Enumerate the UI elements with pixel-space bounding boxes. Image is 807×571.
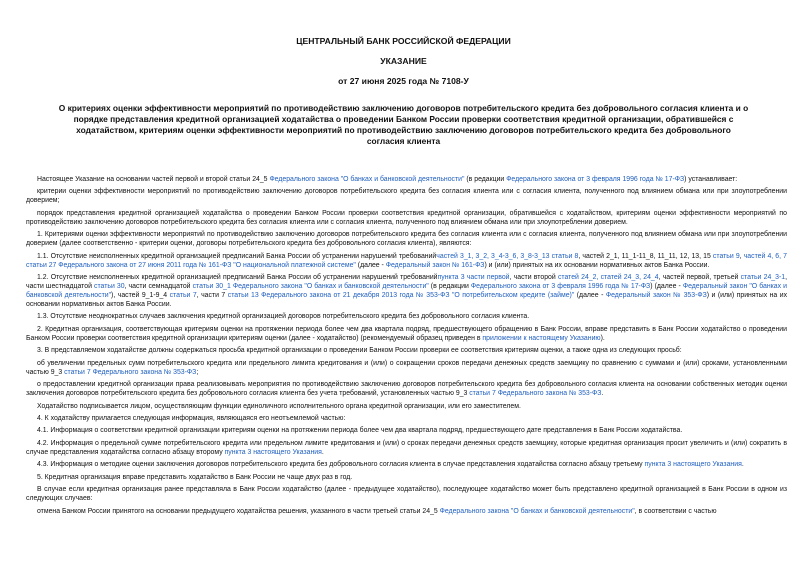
paragraph-text: 4.2. Информация о предельной сумме потребительского кредита или предельном лимите кредитования и (или) о сроках передачи денежных средств заемщику, которые кредитная организация просит увеличить и (или) сократить в случае представления ходатайства согласно абзацу второму	[26, 439, 787, 456]
paragraph	[26, 176, 787, 185]
law-reference-link[interactable]: пункта 3 настоящего Указания	[224, 448, 322, 456]
paragraph-text: , в соответствии с частью	[634, 507, 717, 515]
paragraph-text: Ходатайство подписывается лицом, осуществляющим функции единоличного исполнительного органа кредитной организации, или его заместителем.	[37, 402, 521, 410]
law-reference-link[interactable]: статьи 30	[94, 283, 125, 291]
paragraph-text: критерии оценки эффективности мероприятий по противодействию заключению договоров потребительского кредита без согласия клиента или с согласия клиента, полученного под влиянием обмана или при злоупотреблении доверием;	[26, 188, 787, 205]
paragraph-text: 2. Кредитная организация, соответствующая критериям оценки на протяжении периода более чем два квартала подряд, предшествующего обращению в Банк России, вправе представить в Банк России ходатайство о проведении Банком России проверки соответствия кредитной организации критериям оценки (далее - ходатайство) (рекомендуемый образец приведен в	[26, 325, 787, 342]
paragraph	[26, 415, 787, 424]
paragraph-text: 1.1. Отсутствие неисполненных кредитной организацией предписаний Банка России об устранении нарушений требований	[37, 252, 437, 260]
paragraph-text: о предоставлении кредитной организации права реализовывать мероприятия по противодействию заключению договоров потребительского кредита без добровольного согласия клиента на основании собственных методик оценки заключения договоров потребительского кредита без добровольного согласия клиента без учета требований, установленных частью 9_3	[26, 381, 787, 398]
paragraph	[26, 474, 787, 483]
law-reference-link[interactable]: частей 4, 6, 7 статьи 27 Федерального закона от 27 июня 2011 года № 161-ФЗ "О национальной платежной системе"	[26, 252, 787, 269]
paragraph-text: ).	[600, 334, 605, 342]
paragraph-text: ) и (или) принятых на их основании нормативных актов Банка России.	[26, 291, 788, 308]
paragraph-text: 5. Кредитная организация вправе представить ходатайство в Банк России не чаще двух раз в год.	[37, 473, 353, 481]
law-reference-link[interactable]: статьи 7 Федерального закона № 353-ФЗ	[64, 368, 197, 376]
law-reference-link[interactable]: приложении к настоящему Указанию	[482, 334, 601, 342]
paragraph	[26, 360, 787, 378]
paragraph-text: 4. К ходатайству прилагается следующая информация, являющаяся его неотъемлемой частью:	[37, 414, 346, 422]
paragraph-text: (в редакции	[464, 176, 507, 183]
document-title: О критериях оценки эффективности мероприятий по противодействию заключению договоров потребительского кредита без добровольного согласия клиента и о порядке представления кредитной организацией ходатайства о проведении Банком России проверки соответствия кредитной организации, обратившейся с ходатайством, критериям оценки эффективности мероприятий по противодействию заключению договоров потребительского кредита без добровольного согласия клиента	[58, 103, 749, 146]
paragraph-text: порядок представления кредитной организацией ходатайства о проведении Банком России проверки соответствия кредитной организации, обратившейся с ходатайством, критериям оценки эффективности мероприятий по противодействию заключению договоров потребительского кредита без согласия клиента или с согласия клиента, полученного под влиянием обмана или при злоупотреблении доверием.	[26, 209, 787, 226]
law-reference-link[interactable]: статей 24_2, статей 24_3, 24_4	[557, 274, 659, 282]
law-reference-link[interactable]: Федерального закона от 3 февраля 1996 года № 17-ФЗ	[506, 176, 685, 183]
law-reference-link[interactable]: частей 3_1, 3_2, 3_4-3_6, 3_8-3_13 статьи 8	[436, 252, 579, 260]
document-body	[26, 176, 787, 520]
paragraph-text: ,	[739, 252, 744, 260]
paragraph-text: ), частей 9_1-9_4	[111, 291, 170, 299]
law-reference-link[interactable]: пункта 3 части первой	[437, 274, 510, 282]
paragraph-text: 1.2. Отсутствие неисполненных кредитной организацией предписаний Банка России об устранении нарушений требований	[37, 274, 438, 282]
paragraph-text: , части второй	[509, 274, 558, 282]
law-reference-link[interactable]: статьи 7 Федерального закона № 353-ФЗ	[469, 390, 602, 398]
paragraph	[26, 188, 787, 206]
paragraph	[26, 210, 787, 228]
paragraph	[26, 231, 787, 249]
paragraph-text: ;	[196, 368, 199, 376]
document-date-number: от 27 июня 2025 года № 7108-У	[338, 76, 469, 86]
law-reference-link[interactable]: статьи 9	[712, 252, 740, 260]
paragraph	[26, 313, 787, 322]
paragraph-text: (далее -	[574, 291, 606, 299]
paragraph-text: (в редакции	[428, 283, 471, 291]
paragraph-text: .	[741, 461, 744, 469]
paragraph-text: , части семнадцатой	[124, 283, 193, 291]
paragraph-text: об увеличении предельных сумм потребительского кредита или предельного лимита кредитования и (или) о сокращении сроков передачи денежных средств заемщику по сравнению с суммами и (или) сроками, установленными частью 9_3	[26, 359, 787, 376]
paragraph	[26, 427, 787, 436]
paragraph-text: 4.3. Информация о методике оценки заключения договоров потребительского кредита без добровольного согласия клиента в случае представления ходатайства согласно абзацу третьему	[37, 461, 645, 469]
law-reference-link[interactable]: статьи 13 Федерального закона от 21 декабря 2013 года № 353-ФЗ "О потребительском кредите (займе)"	[227, 291, 575, 299]
paragraph-text: , частей 2_1, 11_1-11_8, 11_11, 12, 13, 15	[578, 252, 713, 260]
paragraph-text: , частей первой, третьей	[658, 274, 741, 282]
paragraph-text: ) и (или) принятых на их основании нормативных актов Банка России.	[484, 261, 710, 269]
paragraph-text: отмена Банком России принятого на основании предыдущего ходатайства решения, указанного в части третьей статьи 24_5	[37, 507, 440, 515]
law-reference-link[interactable]: статьи 24_3-1	[740, 274, 786, 282]
law-reference-link[interactable]: статьи 7	[169, 291, 197, 299]
document-type-heading: УКАЗАНИЕ	[380, 56, 427, 66]
paragraph	[26, 508, 787, 517]
paragraph	[26, 403, 787, 412]
paragraph	[26, 381, 787, 399]
paragraph-text: .	[601, 390, 604, 398]
law-reference-link[interactable]: статьи 30_1 Федерального закона "О банках и банковской деятельности"	[192, 283, 429, 291]
law-reference-link[interactable]: Федеральный закон № 353-ФЗ	[605, 291, 707, 299]
law-reference-link[interactable]: Федерального закона от 3 февраля 1996 года № 17-ФЗ	[470, 283, 651, 291]
paragraph	[26, 326, 787, 344]
paragraph-text: В случае если кредитная организация ранее представляла в Банк России ходатайство (далее - предыдущее ходатайство), последующее ходатайство может быть представлено кредитной организацией в Банк России в одном из следующих случаев:	[26, 486, 787, 503]
law-reference-link[interactable]: Федеральный закон "О банках и банковской деятельности"	[26, 283, 787, 299]
issuer-heading: ЦЕНТРАЛЬНЫЙ БАНК РОССИЙСКОЙ ФЕДЕРАЦИИ	[296, 36, 511, 46]
law-reference-link[interactable]: Федеральный закон № 161-ФЗ	[385, 261, 485, 269]
paragraph-text: ) (далее -	[650, 283, 683, 291]
law-reference-link[interactable]: пункта 3 настоящего Указания	[644, 461, 742, 469]
paragraph-text: (далее -	[355, 261, 386, 269]
paragraph	[26, 253, 787, 271]
paragraph-text: Настоящее Указание на основании частей первой и второй статьи 24_5	[37, 176, 270, 183]
paragraph-text: 3. В представляемом ходатайстве должны содержаться просьба кредитной организации о проведении Банком России проверки ее соответствия критериям оценки, а также одна из следующих просьб:	[37, 347, 682, 355]
law-reference-link[interactable]: Федерального закона "О банках и банковской деятельности"	[269, 176, 465, 183]
paragraph	[26, 274, 787, 310]
paragraph	[26, 486, 787, 504]
paragraph-text: , части шестнадцатой	[26, 274, 788, 291]
paragraph-text: 1. Критериями оценки эффективности мероприятий по противодействию заключению договоров потребительского кредита без согласия клиента или с согласия клиента, полученного под влиянием обмана или при злоупотреблении доверием (далее соответственно - критерии оценки, договоры потребительского кредита без добровольного согласия клиента), являются:	[26, 231, 787, 248]
law-reference-link[interactable]: Федерального закона "О банках и банковской деятельности"	[439, 507, 635, 515]
paragraph-text: 4.1. Информация о соответствии кредитной организации критериям оценки на протяжении периода более чем два квартала подряд, предшествующего дате представления в Банк России ходатайства.	[37, 427, 683, 435]
paragraph-text: , части 7	[196, 291, 228, 299]
paragraph	[26, 440, 787, 458]
paragraph	[26, 347, 787, 356]
paragraph-text: ) устанавливает:	[684, 176, 738, 183]
paragraph	[26, 461, 787, 470]
paragraph-text: .	[321, 448, 324, 456]
paragraph-text: 1.3. Отсутствие неоднократных случаев заключения кредитной организацией договоров потребительского кредита без добровольного согласия клиента.	[37, 313, 530, 321]
